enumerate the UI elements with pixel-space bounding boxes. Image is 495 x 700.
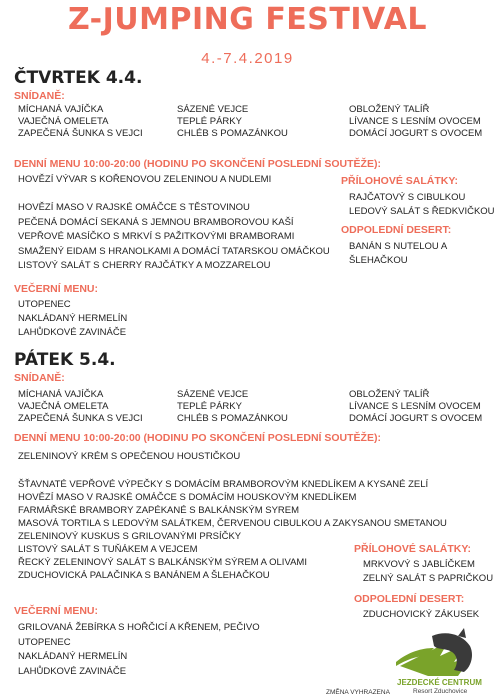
- list-item: ŠŤAVNATÉ VEPŘOVÉ VÝPEČKY S DOMÁCÍM BRAMBOROVÝM KNEDLÍKEM A KYSANÉ ZELÍ: [18, 479, 429, 490]
- list-item: ŘECKÝ ZELENINOVÝ SALÁT S BALKÁNSKÝM SÝREM A OLIVAMI: [18, 557, 307, 568]
- list-item: CHLÉB S POMAZÁNKOU: [177, 128, 288, 139]
- logo-text: JEZDECKÉ CENTRUM: [397, 678, 482, 687]
- breakfast-title-friday: SNÍDANĚ:: [14, 372, 65, 384]
- list-item: HOVĚZÍ MASO V RAJSKÉ OMÁČCE S TĚSTOVINOU: [18, 202, 250, 213]
- evening-title-friday: VEČERNÍ MENU:: [14, 605, 99, 617]
- list-item: VAJEČNÁ OMELETA: [18, 116, 109, 127]
- list-item: VEPŘOVÉ MASÍČKO S MRKVÍ S PAŽITKOVÝMI BRAMBORAMI: [18, 231, 295, 242]
- list-item: FARMÁŘSKÉ BRAMBORY ZAPÉKANÉ S BALKÁNSKÝM SYREM: [18, 505, 300, 516]
- list-item: RAJČATOVÝ S CIBULKOU: [349, 192, 466, 203]
- soup-friday: ZELENINOVÝ KRÉM S OPEČENOU HOUSTIČKOU: [18, 451, 241, 462]
- list-item: LAHŮDKOVÉ ZAVINÁČE: [18, 327, 127, 338]
- list-item: OBLOŽENÝ TALÍŘ: [349, 389, 430, 400]
- dessert-title-friday: ODPOLEDNÍ DESERT:: [354, 593, 465, 605]
- list-item: LISTOVÝ SALÁT S TUŇÁKEM A VEJCEM: [18, 544, 198, 555]
- breakfast-col3-thursday: [349, 104, 482, 140]
- page-title: Z-JUMPING FESTIVAL: [67, 2, 428, 37]
- list-item: BANÁN S NUTELOU A: [349, 241, 448, 252]
- breakfast-col1-thursday: [18, 104, 143, 140]
- salads-friday: [363, 558, 493, 586]
- list-item: OBLOŽENÝ TALÍŘ: [349, 104, 430, 115]
- list-item: NAKLÁDANÝ HERMELÍN: [18, 313, 128, 324]
- evening-friday: [18, 621, 260, 679]
- breakfast-col3-friday: [349, 389, 482, 425]
- list-item: ZELENINOVÝ KUSKUS S GRILOVANÝMI PRSÍČKY: [18, 531, 242, 542]
- soup-thursday: HOVĚZÍ VÝVAR S KOŘENOVOU ZELENINOU A NUDLEMI: [18, 174, 272, 185]
- list-item: UTOPENEC: [18, 299, 71, 310]
- list-item: MRKVOVÝ S JABLÍČKEM: [363, 559, 475, 570]
- list-item: SÁZENÉ VEJCE: [177, 104, 249, 115]
- list-item: UTOPENEC: [18, 636, 71, 648]
- list-item: TEPLÉ PÁRKY: [177, 401, 242, 412]
- list-item: VAJEČNÁ OMELETA: [18, 401, 109, 412]
- list-item: ZELNÝ SALÁT S PAPRIČKOU: [363, 573, 494, 584]
- list-item: ZAPEČENÁ ŠUNKA S VEJCI: [18, 413, 143, 424]
- breakfast-title-thursday: SNÍDANĚ:: [14, 90, 65, 102]
- list-item: DOMÁCÍ JOGURT S OVOCEM: [349, 413, 483, 424]
- list-item: MÍCHANÁ VAJÍČKA: [18, 104, 104, 115]
- list-item: GRILOVANÁ ŽEBÍRKA S HOŘČICÍ A KŘENEM, PEČIVO: [18, 622, 260, 633]
- list-item: ZDUCHOVICKÁ PALAČINKA S BANÁNEM A ŠLEHAČKOU: [18, 570, 270, 581]
- salads-title-thursday: PŘÍLOHOVÉ SALÁTKY:: [341, 175, 459, 187]
- day-menu-title-thursday: DENNÍ MENU 10:00-20:00 (HODINU PO SKONČENÍ POSLEDNÍ SOUTĚŽE):: [14, 158, 381, 170]
- list-item: LISTOVÝ SALÁT S CHERRY RAJČÁTKY A MOZZARELOU: [18, 260, 271, 271]
- logo-subtext: Resort Zduchovice: [413, 688, 468, 695]
- day-heading-friday: PÁTEK 5.4.: [14, 350, 116, 370]
- salads-title-friday: PŘÍLOHOVÉ SALÁTKY:: [354, 543, 472, 555]
- list-item: ŠLEHAČKOU: [349, 255, 408, 266]
- list-item: LÍVANCE S LESNÍM OVOCEM: [349, 401, 481, 412]
- list-item: LÍVANCE S LESNÍM OVOCEM: [349, 116, 481, 127]
- list-item: SÁZENÉ VEJCE: [177, 389, 249, 400]
- festival-dates: 4.-7.4.2019: [201, 50, 294, 67]
- list-item: CHLÉB S POMAZÁNKOU: [177, 413, 288, 424]
- list-item: LAHŮDKOVÉ ZAVINÁČE: [18, 665, 127, 677]
- list-item: SMAŽENÝ EIDAM S HRANOLKAMI A DOMÁCÍ TATARSKOU OMÁČKOU: [18, 245, 330, 257]
- day-menu-title-friday: DENNÍ MENU 10:00-20:00 (HODINU PO SKONČENÍ POSLEDNÍ SOUTĚŽE):: [14, 432, 381, 444]
- breakfast-col2-friday: [177, 389, 288, 425]
- list-item: MASOVÁ TORTILA S LEDOVÝM SALÁTKEM, ČERVENOU CIBULKOU A ZAKYSANOU SMETANOU: [18, 518, 447, 529]
- change-notice: ZMĚNA VYHRAZENA: [326, 689, 390, 696]
- salads-thursday: [349, 191, 495, 219]
- dessert-thursday: [349, 240, 447, 268]
- list-item: ZAPEČENÁ ŠUNKA S VEJCI: [18, 128, 143, 139]
- list-item: MÍCHANÁ VAJÍČKA: [18, 389, 104, 400]
- list-item: DOMÁCÍ JOGURT S OVOCEM: [349, 128, 483, 139]
- breakfast-col2-thursday: [177, 104, 288, 140]
- breakfast-col1-friday: [18, 389, 143, 425]
- list-item: TEPLÉ PÁRKY: [177, 116, 242, 127]
- mains-thursday: [18, 201, 330, 274]
- list-item: LEDOVÝ SALÁT S ŘEDKVIČKOU: [349, 206, 495, 217]
- day-heading-thursday: ČTVRTEK 4.4.: [14, 68, 143, 88]
- dessert-title-thursday: ODPOLEDNÍ DESERT:: [341, 224, 452, 236]
- list-item: HOVĚZÍ MASO V RAJSKÉ OMÁČCE S DOMÁCÍM HOUSKOVÝM KNEDLÍKEM: [18, 492, 357, 503]
- dessert-friday: ZDUCHOVICKÝ ZÁKUSEK: [363, 609, 480, 620]
- evening-title-thursday: VEČERNÍ MENU:: [14, 283, 99, 295]
- list-item: NAKLÁDANÝ HERMELÍN: [18, 651, 128, 662]
- list-item: PEČENÁ DOMÁCÍ SEKANÁ S JEMNOU BRAMBOROVOU KAŠÍ: [18, 216, 294, 228]
- evening-thursday: [18, 298, 127, 340]
